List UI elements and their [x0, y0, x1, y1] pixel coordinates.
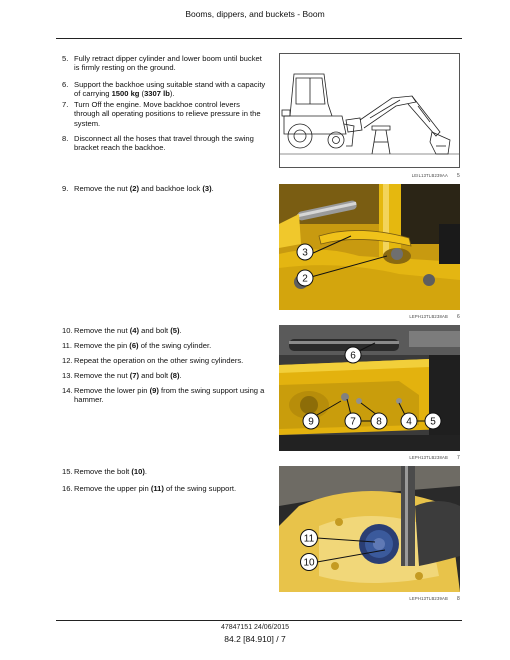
step-text: Remove the nut (7) and bolt (8). — [74, 371, 182, 380]
step-text: Repeat the operation on the other swing cylinders. — [74, 356, 244, 365]
figure-6-caption — [279, 314, 460, 320]
step-text: Remove the nut (2) and backhoe lock (3). — [74, 184, 214, 193]
figure-number: 7 — [457, 455, 460, 461]
step-number: 6. — [62, 80, 69, 89]
header-rule — [56, 38, 462, 39]
step-number: 8. — [62, 134, 69, 143]
step-9 — [62, 184, 267, 193]
svg-text:4: 4 — [406, 416, 412, 428]
step-text: Support the backhoe using suitable stand with a capacity of carrying 1500 kg (3307 lb). — [74, 80, 266, 99]
svg-text:5: 5 — [430, 416, 436, 428]
step-text: Remove the bolt (10). — [74, 467, 148, 476]
step-text: Remove the pin (6) of the swing cylinder. — [74, 341, 212, 350]
svg-text:3: 3 — [302, 247, 308, 259]
step-text: Remove the lower pin (9) from the swing support using a hammer. — [74, 386, 265, 405]
figure-7-photo — [279, 325, 460, 451]
figure-code: LEPH13TLB239AB — [409, 596, 449, 601]
step-text: Turn Off the engine. Move backhoe control levers through all operating positions to relieve pressure in the system. — [74, 100, 261, 128]
swing-support-upper-pin-photo — [279, 466, 460, 592]
step-6 — [62, 80, 267, 99]
backhoe-on-stand-illustration — [280, 54, 459, 167]
figure-code: LEPH13TLB238AB — [409, 455, 449, 460]
step-text: Fully retract dipper cylinder and lower boom until bucket is firmly resting on the ground. — [74, 54, 262, 73]
page-header: Booms, dippers, and buckets - Boom — [185, 9, 325, 19]
figure-8-photo — [279, 466, 460, 592]
step-7 — [62, 100, 267, 128]
svg-text:2: 2 — [302, 273, 308, 285]
figure-number: 6 — [457, 314, 460, 320]
figure-6-photo — [279, 184, 460, 310]
footer-rule — [56, 620, 462, 621]
step-number: 11. — [62, 341, 72, 350]
step-number: 10. — [62, 326, 73, 335]
svg-text:8: 8 — [376, 416, 382, 428]
figure-5-drawing — [279, 53, 460, 168]
step-16 — [62, 484, 267, 493]
step-number: 12. — [62, 356, 73, 365]
figure-code: LEIL13TLB239AA — [411, 173, 449, 178]
step-text: Disconnect all the hoses that travel through the swing bracket reach the backhoe. — [74, 134, 254, 153]
swing-cylinder-pins-photo — [279, 325, 460, 451]
footer-doc-ref: 47847151 24/06/2015 — [220, 624, 290, 631]
figure-5-caption — [279, 173, 460, 179]
step-5 — [62, 54, 267, 73]
step-number: 13. — [62, 371, 73, 380]
step-10 — [62, 326, 267, 335]
step-number: 9. — [62, 184, 69, 193]
svg-text:7: 7 — [350, 416, 356, 428]
step-14 — [62, 386, 267, 405]
step-11 — [62, 341, 267, 350]
footer-page-ref: 84.2 [84.910] / 7 — [224, 634, 286, 644]
step-text: Remove the nut (4) and bolt (5). — [74, 326, 182, 335]
figure-number: 8 — [457, 596, 460, 602]
step-number: 14. — [62, 386, 73, 395]
callout-5 — [425, 413, 441, 429]
figure-code: LEPH13TLB238AB — [409, 314, 449, 319]
step-8 — [62, 134, 267, 153]
step-15 — [62, 467, 267, 476]
step-12 — [62, 356, 267, 365]
figure-number: 5 — [457, 173, 460, 179]
svg-text:9: 9 — [308, 416, 314, 428]
svg-text:10: 10 — [303, 557, 315, 569]
step-text: Remove the upper pin (11) of the swing support. — [74, 484, 237, 493]
svg-text:11: 11 — [303, 533, 315, 545]
step-number: 15. — [62, 467, 73, 476]
step-13 — [62, 371, 267, 380]
svg-text:6: 6 — [350, 350, 356, 362]
step-number: 7. — [62, 100, 69, 109]
step-number: 5. — [62, 54, 69, 63]
step-number: 16. — [62, 484, 73, 493]
figure-8-caption — [279, 596, 460, 602]
figure-7-caption — [279, 455, 460, 461]
backhoe-lock-photo — [279, 184, 460, 310]
